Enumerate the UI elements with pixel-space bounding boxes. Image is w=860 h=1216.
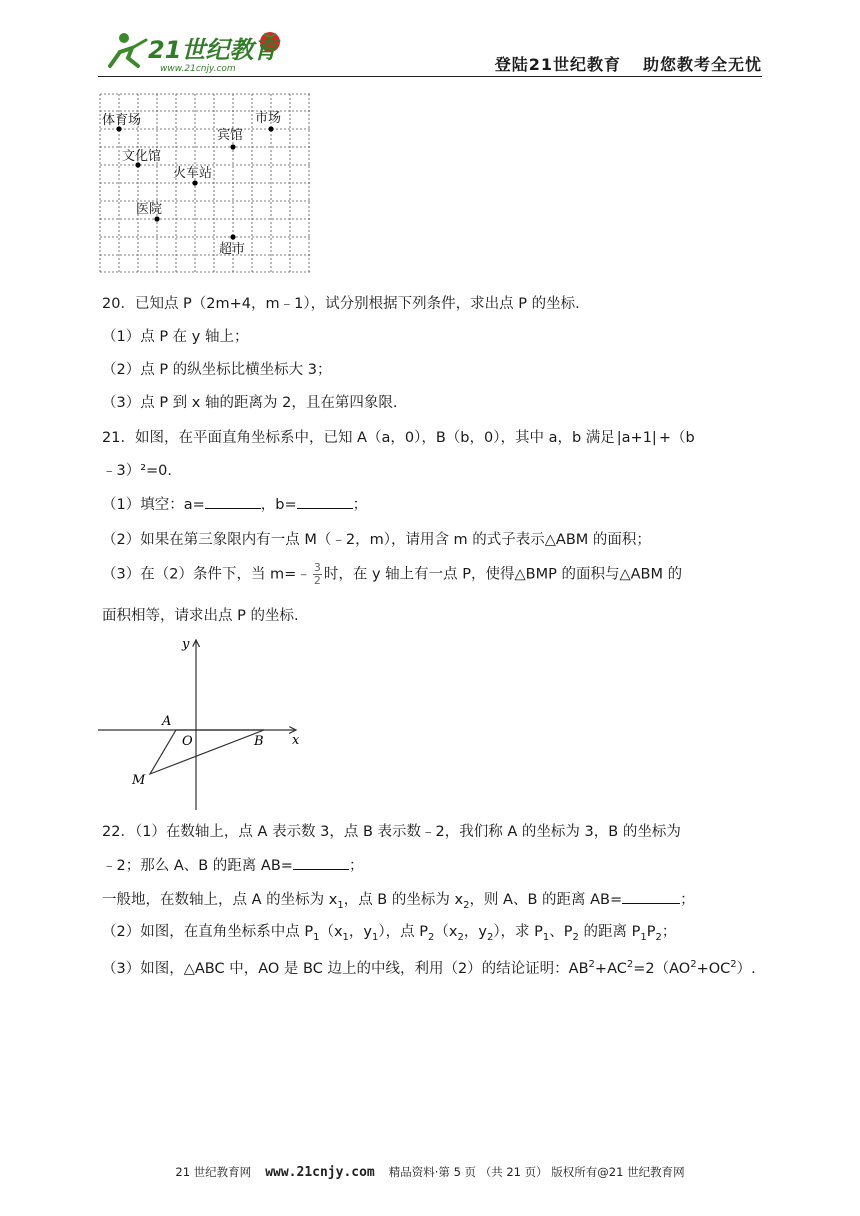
sup-oc: 2 — [730, 959, 737, 970]
sup-ao: 2 — [690, 959, 697, 970]
market-point — [268, 126, 273, 131]
train-station-point — [192, 180, 197, 185]
q22-p3-d: +OC — [696, 960, 731, 977]
triangle-abm — [150, 730, 264, 774]
q22-p3-b: +AC — [594, 960, 627, 977]
q22-p2-b: （x — [319, 924, 343, 940]
q22-blank-ab[interactable] — [293, 855, 349, 870]
logo-text: 21世纪教育 — [148, 36, 278, 64]
q22-general-a: 一般地，在数轴上，点 A 的坐标为 x — [102, 892, 338, 908]
q20-part3: （3）点 P 到 x 轴的距离为 2，且在第四象限. — [102, 395, 398, 411]
footer-right: 精品资料·第 5 页 （共 21 页） 版权所有@21 世纪教育网 — [388, 1165, 685, 1179]
q21-p1-c: ； — [352, 497, 368, 513]
q21-stem — [102, 428, 695, 448]
q21-blank-b[interactable] — [297, 494, 353, 509]
city-map-grid — [99, 93, 311, 273]
footer-url[interactable]: www.21cnjy.com — [265, 1165, 375, 1180]
q21-part3-line2: 面积相等，请求出点 P 的坐标. — [102, 608, 299, 624]
supermarket-label: 超市 — [219, 242, 246, 257]
y-axis-label: y — [182, 637, 190, 652]
market-label: 市场 — [255, 111, 282, 126]
train-station-label: 火车站 — [173, 166, 213, 181]
q20-part1: （1）点 P 在 y 轴上； — [102, 329, 249, 345]
q22-part1-line1: 22．（1）在数轴上，点 A 表示数 3，点 B 表示数﹣2，我们称 A 的坐标为 3，B 的坐标为 — [102, 824, 681, 840]
q22-p2-k: ； — [661, 924, 677, 940]
q22-p2-d: ），点 P — [378, 924, 428, 940]
sub-y1: 1 — [372, 931, 379, 943]
q22-p1-line2-b: ； — [348, 858, 364, 874]
q22-p2-c: ，y — [348, 924, 373, 940]
site-logo — [102, 26, 292, 74]
header-slogan — [495, 52, 762, 75]
fraction-three-halves: $\frac{3}{2}$ — [313, 561, 321, 587]
q21-stem-line2: ﹣3）²=0. — [102, 463, 173, 479]
sub-y2: 2 — [486, 931, 494, 943]
point-m-label: M — [132, 773, 146, 788]
header-divider — [98, 76, 762, 77]
q21-blank-a[interactable] — [205, 494, 261, 509]
sup-ac: 2 — [626, 959, 634, 970]
q21-p3-b: 时，在 y 轴上有一点 P，使得△BMP 的面积与△ABM 的 — [323, 566, 683, 583]
q21-p3-a: （3）在（2）条件下，当 m=﹣ — [102, 566, 311, 583]
logo-url: www.21cnjy.com — [160, 64, 236, 74]
hotel-label: 宾馆 — [217, 128, 244, 143]
subscript-2: 2 — [463, 899, 470, 911]
q21-part2: （2）如果在第三象限内有一点 M（﹣2，m），请用含 m 的式子表示△ABM 的面积； — [102, 532, 651, 548]
q21-part1 — [102, 494, 367, 515]
q21-stem-abs: |a+1| — [616, 430, 657, 446]
sub-p2b: 2 — [572, 931, 579, 943]
sub-p1c: 1 — [640, 931, 647, 943]
q22-general-d: ； — [680, 892, 695, 908]
origin-label: O — [182, 734, 193, 749]
point-b-label: B — [254, 734, 264, 749]
q22-p2-j: P — [646, 924, 656, 940]
q22-p3-e: ）. — [736, 960, 756, 977]
hospital-label: 医院 — [136, 202, 163, 217]
q21-p1-b: ，b= — [260, 497, 297, 513]
q22-p2-e: （x — [434, 924, 458, 940]
stadium-label: 体育场 — [102, 113, 142, 128]
q22-p2-h: 、P — [549, 924, 573, 940]
sub-p1b: 1 — [542, 931, 550, 943]
q21-p1-a: （1）填空：a= — [102, 497, 205, 513]
footer-left: 21 世纪教育网 — [175, 1165, 252, 1179]
q22-part3 — [102, 955, 756, 979]
header-title-right: 助您教考全无忧 — [642, 55, 762, 74]
subscript-1: 1 — [337, 899, 344, 911]
sub-p2: 2 — [428, 931, 435, 943]
sub-x1: 1 — [342, 931, 349, 943]
q20-stem: 20．已知点 P（2m+4，m﹣1），试分别根据下列条件，求出点 P 的坐标. — [102, 296, 580, 312]
sub-x2: 2 — [457, 931, 464, 943]
q22-p3-c: =2（AO — [633, 960, 691, 977]
header-title-left: 登陆21世纪教育 — [494, 55, 621, 74]
q21-stem-a: 21．如图，在平面直角坐标系中，已知 A（a，0），B（b，0），其中 a，b 满足 — [102, 430, 615, 446]
q22-general-b: ，点 B 的坐标为 x — [343, 892, 464, 908]
q22-part1-line2 — [102, 855, 363, 876]
q21-coordinate-figure — [96, 632, 306, 812]
point-a-label: A — [162, 714, 172, 729]
hotel-point — [230, 144, 235, 149]
sub-p2c: 2 — [655, 931, 662, 943]
q22-p1-line2-a: ﹣2；那么 A、B 的距离 AB= — [102, 858, 293, 874]
q22-part2 — [102, 922, 676, 948]
sup-ab: 2 — [588, 959, 595, 970]
q20-part2: （2）点 P 的纵坐标比横坐标大 3； — [102, 362, 332, 378]
x-axis-label: x — [292, 733, 300, 748]
q22-general-c: ，则 A、B 的距离 AB= — [469, 892, 623, 908]
q22-p2-f: ，y — [463, 924, 487, 940]
supermarket-point — [230, 234, 235, 239]
sub-p1: 1 — [313, 931, 320, 943]
culture-hall-label: 文化馆 — [122, 149, 162, 164]
page-footer — [0, 1164, 860, 1180]
q22-p3-a: （3）如图，△ABC 中，AO 是 BC 边上的中线，利用（2）的结论证明：AB — [102, 960, 589, 977]
q21-part3 — [102, 562, 682, 587]
q22-p2-a: （2）如图，在直角坐标系中点 P — [102, 924, 314, 940]
q22-blank-general[interactable] — [622, 889, 680, 904]
q22-p2-g: ），求 P — [493, 924, 543, 940]
q21-stem-b: +（b — [658, 430, 695, 446]
hospital-point — [154, 216, 159, 221]
q22-general — [102, 889, 695, 916]
q22-p2-i: 的距离 P — [578, 924, 641, 940]
